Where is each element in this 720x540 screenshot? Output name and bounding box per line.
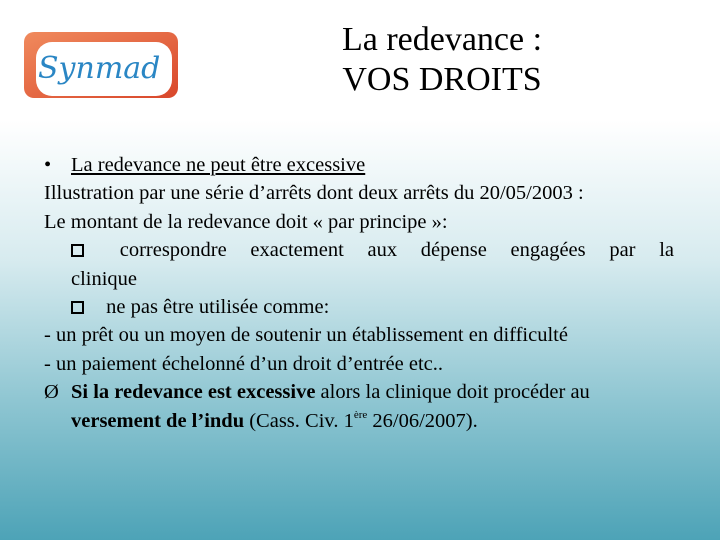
checkbox-item-correspondre bbox=[44, 236, 674, 264]
arrow-item-continuation bbox=[44, 407, 674, 435]
bullet-text: La redevance ne peut être excessive bbox=[71, 154, 366, 176]
arrow-text-1: alors la clinique doit procéder au bbox=[315, 381, 590, 404]
arrow-text-3: 26/06/2007). bbox=[367, 409, 478, 432]
arrow-bullet-icon: Ø bbox=[44, 381, 59, 404]
item-text: ne pas être utilisée comme: bbox=[106, 296, 330, 319]
title-line-2: VOS DROITS bbox=[342, 61, 542, 98]
montant-line: Le montant de la redevance doit « par principe »: bbox=[44, 210, 448, 233]
bullet-excessive bbox=[44, 151, 674, 179]
synmad-logo bbox=[24, 30, 178, 100]
slide-body bbox=[44, 151, 674, 435]
synmad-logo-graphic bbox=[24, 30, 178, 100]
arrow-bold-2: versement de l’indu bbox=[71, 409, 245, 432]
arrow-superscript: ère bbox=[353, 408, 368, 421]
dash-line-paiement: - un paiement échelonné d’un droit d’entrée etc.. bbox=[44, 352, 444, 375]
arrow-item-excessive bbox=[44, 378, 674, 406]
arrow-bold-1: Si la redevance est excessive bbox=[71, 381, 316, 404]
illustration-line: Illustration par une série d’arrêts dont deux arrêts du 20/05/2003 : bbox=[44, 182, 584, 205]
checkbox-item-ne-pas bbox=[44, 293, 674, 321]
title-line-1: La redevance : bbox=[341, 21, 543, 58]
square-bullet-icon bbox=[71, 301, 84, 314]
arrow-text-2: (Cass. Civ. 1 bbox=[244, 409, 354, 432]
logo-text: Synmad bbox=[38, 51, 161, 86]
square-bullet-icon bbox=[71, 244, 84, 257]
bullet-marker: • bbox=[44, 154, 52, 176]
slide-title bbox=[292, 20, 592, 100]
dash-line-pret: - un prêt ou un moyen de soutenir un établissement en difficulté bbox=[44, 324, 568, 347]
item-text-b: clinique bbox=[71, 267, 138, 290]
item-text-a: correspondre exactement aux dépense engagées par la bbox=[119, 239, 675, 262]
